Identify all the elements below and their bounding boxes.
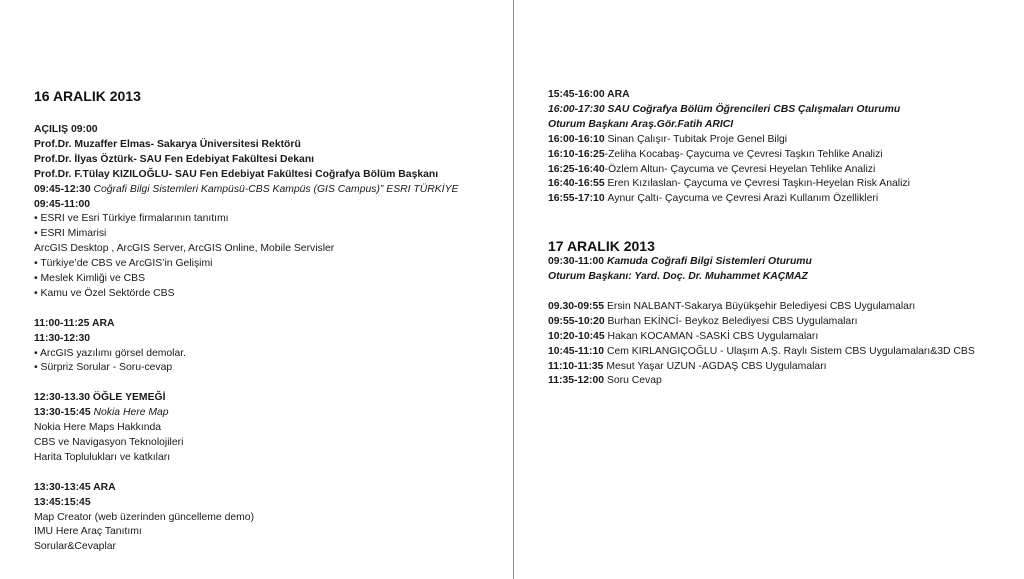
schedule-line-segment: 16:25-16:40: [548, 163, 605, 175]
right-column: [548, 88, 1008, 389]
day1-column: [34, 87, 504, 555]
schedule-line-segment: 09:45-12:30: [34, 183, 94, 195]
schedule-line: CBS ve Navigasyon Teknolojileri: [34, 437, 184, 448]
schedule-line: 13:45:15:45: [34, 496, 91, 508]
schedule-line-segment: Aynur Çaltı- Çaycuma ve Çevresi Arazi Kullanım Özellikleri: [607, 193, 879, 205]
schedule-line-segment: Mesut Yaşar UZUN -AGDAŞ CBS Uygulamaları: [606, 360, 827, 372]
schedule-line: Prof.Dr. F.Tülay KIZILOĞLU- SAU Fen Edebiyat Fakültesi Coğrafya Bölüm Başkanı: [34, 168, 439, 180]
schedule-line: Oturum Başkanı Araş.Gör.Fatih ARICI: [548, 118, 734, 130]
schedule-line-segment: Hakan KOCAMAN -SASKİ CBS Uygulamaları: [607, 330, 819, 342]
blank-line: [34, 376, 504, 391]
schedule-line: • ESRI Mimarisi: [34, 228, 107, 240]
schedule-line: • ESRI ve Esri Türkiye firmalarının tanıtımı: [34, 213, 229, 225]
schedule-line-segment: 16:55-17:10: [548, 193, 608, 205]
schedule-line-segment: Kamuda Coğrafi Bilgi Sistemleri Oturumu: [606, 256, 812, 268]
schedule-line: Sorular&Cevaplar: [34, 541, 117, 553]
schedule-line: [548, 315, 1008, 330]
schedule-line-segment: Eren Kızılaslan- Çaycuma ve Çevresi Taşkın-Heyelan Risk Analizi: [607, 178, 910, 190]
schedule-line: [548, 148, 1008, 163]
schedule-line-segment: 13:30-15:45: [34, 407, 94, 419]
schedule-line-segment: -Zeliha Kocabaş- Çaycuma ve Çevresi Taşkın Tehlike Analizi: [604, 148, 883, 160]
schedule-line: Harita Toplulukları ve katkıları: [34, 451, 171, 463]
schedule-line: [548, 192, 1008, 207]
schedule-line-segment: 16:00-16:10: [548, 133, 608, 145]
schedule-line-segment: Burhan EKİNCİ- Beykoz Belediyesi CBS Uygulamaları: [607, 315, 858, 327]
schedule-line-segment: 16:10-16:25: [548, 148, 605, 160]
schedule-line-segment: 09:30-11:00: [548, 256, 607, 268]
schedule-line-segment: 09:55-10:20: [548, 315, 608, 327]
day1-title: 16 ARALIK 2013: [34, 88, 141, 104]
schedule-line: [548, 177, 1008, 192]
schedule-line: IMU Here Araç Tanıtımı: [34, 526, 142, 538]
schedule-line: 15:45-16:00 ARA: [548, 89, 630, 100]
column-divider: [513, 0, 514, 579]
schedule-line-segment: 09.30-09:55: [548, 300, 607, 312]
schedule-line: 13:30-13:45 ARA: [34, 481, 116, 493]
schedule-line: • Meslek Kimliği ve CBS: [34, 273, 146, 285]
schedule-line-segment: Coğrafi Bilgi Sistemleri Kampüsü-CBS Kampüs (GIS Campus)” ESRI TÜRKİYE: [93, 183, 459, 195]
schedule-line: [34, 406, 504, 421]
schedule-line: [548, 133, 1008, 148]
schedule-line: [548, 360, 1008, 375]
schedule-line: • Türkiye’de CBS ve ArcGIS’in Gelişimi: [34, 258, 213, 270]
schedule-line-segment: 16:40-16:55: [548, 178, 608, 190]
schedule-line-segment: 11:35-12:00: [548, 375, 607, 387]
schedule-line: ArcGIS Desktop , ArcGIS Server, ArcGIS Online, Mobile Servisler: [34, 243, 335, 255]
schedule-line: AÇILIŞ 09:00: [34, 124, 98, 135]
schedule-line: • Sürpriz Sorular - Soru-cevap: [34, 362, 173, 374]
schedule-line: [548, 163, 1008, 178]
schedule-line: 09:45-11:00: [34, 198, 91, 210]
schedule-line-segment: 10:20-10:45: [548, 330, 608, 342]
day1-continued-program: [548, 88, 1008, 207]
schedule-line: 12:30-13.30 ÖĞLE YEMEĞİ: [34, 392, 166, 404]
schedule-line: • ArcGIS yazılımı görsel demolar.: [34, 347, 187, 359]
schedule-line: [548, 374, 1008, 389]
schedule-line: [34, 183, 504, 198]
day2-program: [548, 255, 1008, 389]
schedule-line-segment: -Özlem Altun- Çaycuma ve Çevresi Heyelan Tehlike Analizi: [604, 163, 876, 175]
schedule-line-segment: Soru Cevap: [606, 375, 662, 387]
schedule-line-segment: Ersin NALBANT-Sakarya Büyükşehir Belediyesi CBS Uygulamaları: [606, 300, 916, 312]
schedule-line: [548, 345, 1008, 360]
blank-line: [548, 285, 1008, 300]
schedule-line-segment: Nokia Here Map: [93, 407, 169, 419]
schedule-line: • Kamu ve Özel Sektörde CBS: [34, 287, 175, 299]
schedule-line-segment: Cem KIRLANGIÇOĞLU - Ulaşım A.Ş. Raylı Sistem CBS Uygulamaları&3D CBS: [606, 345, 975, 357]
schedule-line: [548, 255, 1008, 270]
schedule-line: Prof.Dr. İlyas Öztürk- SAU Fen Edebiyat Fakültesi Dekanı: [34, 153, 315, 165]
schedule-line: 16:00-17:30 SAU Coğrafya Bölüm Öğrencileri CBS Çalışmaları Oturumu: [548, 103, 901, 115]
schedule-line-segment: Sinan Çalışır- Tubitak Proje Genel Bilgi: [607, 133, 788, 145]
schedule-line: 11:30-12:30: [34, 332, 91, 344]
schedule-line: Oturum Başkanı: Yard. Doç. Dr. Muhammet KAÇMAZ: [548, 271, 808, 283]
day1-program: [34, 123, 504, 555]
schedule-line: 11:00-11:25 ARA: [34, 317, 115, 329]
schedule-line: [548, 300, 1008, 315]
schedule-line: Map Creator (web üzerinden güncelleme demo): [34, 511, 255, 523]
schedule-line: Prof.Dr. Muzaffer Elmas- Sakarya Üniversitesi Rektörü: [34, 138, 301, 150]
schedule-line-segment: 10:45-11:10: [548, 345, 607, 357]
schedule-line-segment: 11:10-11:35: [548, 360, 607, 372]
blank-line: [34, 302, 504, 317]
blank-line: [34, 466, 504, 481]
schedule-line: Nokia Here Maps Hakkında: [34, 422, 162, 434]
day2-title: 17 ARALIK 2013: [548, 238, 655, 255]
schedule-line: [548, 330, 1008, 345]
